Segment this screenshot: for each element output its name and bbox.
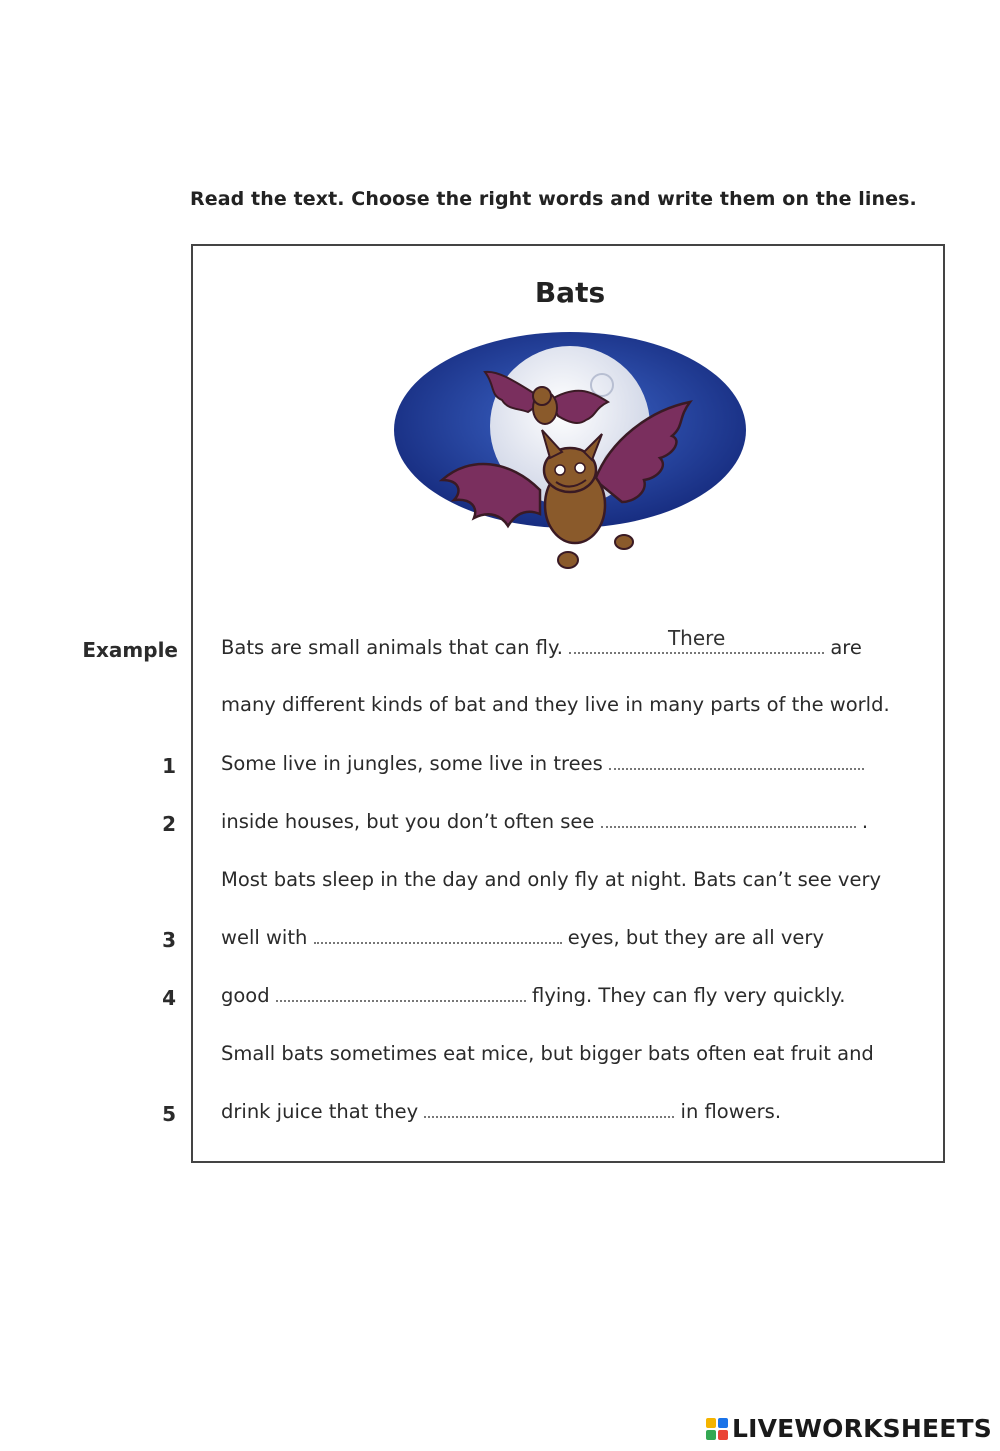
text-line: Most bats sleep in the day and only fly at night. Bats can’t see very [221,868,882,891]
text-line: many different kinds of bat and they live in many parts of the world. [221,693,890,716]
answer-blank-1[interactable] [609,754,864,770]
bats-illustration [390,330,750,580]
answer-blank-4[interactable] [276,986,526,1002]
line-text: flying. They can fly very quickly. [532,984,846,1007]
example-answer: There [667,626,726,650]
line-text: are [830,636,862,659]
row-label-1: 1 [162,754,176,778]
text-line: Small bats sometimes eat mice, but bigger bats often eat fruit and [221,1042,874,1065]
row-label-4: 4 [162,986,176,1010]
line-text: Some live in jungles, some live in trees [221,752,603,775]
liveworksheets-brand [706,1414,992,1443]
row-label-2: 2 [162,812,176,836]
line-text: well with [221,926,308,949]
line-text: in flowers. [680,1100,782,1123]
line-text: good [221,984,270,1007]
text-line-example [221,626,862,659]
line-text: drink juice that they [221,1100,419,1123]
instruction-text: Read the text. Choose the right words and write them on the lines. [190,188,917,210]
line-text: . [861,810,869,833]
text-line-4 [221,984,846,1007]
answer-blank-2[interactable] [601,812,856,828]
example-answer-blank [569,626,824,654]
exercise-title: Bats [534,276,606,309]
row-label-example: Example [82,638,178,662]
text-line-1 [221,752,864,775]
text-line-5 [221,1100,781,1123]
row-label-5: 5 [162,1102,176,1126]
line-text: inside houses, but you don’t often see [221,810,595,833]
answer-blank-3[interactable] [314,928,562,944]
answer-blank-5[interactable] [424,1102,674,1118]
row-label-3: 3 [162,928,176,952]
text-line-3 [221,926,824,949]
line-text: Bats are small animals that can fly. [221,636,563,659]
liveworksheets-logo-icon [706,1418,728,1440]
brand-text: LIVEWORKSHEETS [731,1414,992,1443]
text-line-2 [221,810,868,833]
line-text: eyes, but they are all very [567,926,824,949]
